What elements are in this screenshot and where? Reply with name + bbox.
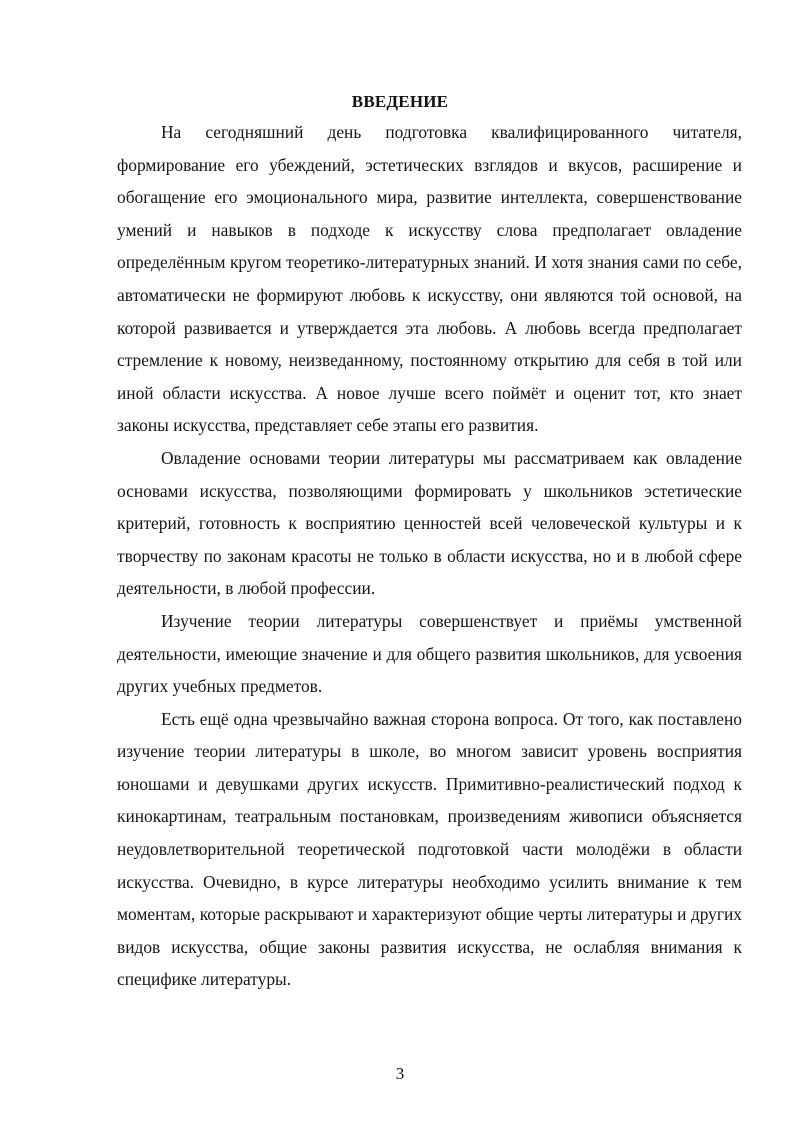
paragraph-4: Есть ещё одна чрезвычайно важная сторона вопроса. От того, как поставлено изучение теории литературы в школе, во многом зависит уровень восприятия юношами и девушками других искусств. Примитивно-реалистический подход к кинокартинам, театральным постановкам, произведениям живописи объясняется неудовлетворительной теоретической подготовкой части молодёжи в области искусства. Очевидно, в курсе литературы необходимо усилить внимание к тем моментам, которые раскрывают и характеризуют общие черты литературы и других видов искусства, общие законы развития искусства, не ослабляя внимания к специфике литературы. bbox=[117, 708, 742, 990]
body-text bbox=[117, 116, 742, 996]
paragraph-2: Овладение основами теории литературы мы рассматриваем как овладение основами искусства, позволяющими формировать у школьников эстетические критерий, готовность к восприятию ценностей всей человеческой культуры и к творчеству по законам красоты не только в области искусства, но и в любой сфере деятельности, в любой профессии. bbox=[117, 447, 742, 599]
page-number: 3 bbox=[395, 1064, 405, 1083]
section-title: ВВЕДЕНИЕ bbox=[351, 92, 449, 111]
paragraph-3: Изучение теории литературы совершенствует и приёмы умственной деятельности, имеющие значение и для общего развития школьников, для усвоения других учебных предметов. bbox=[117, 610, 742, 697]
paragraph-1: На сегодняшний день подготовка квалифицированного читателя, формирование его убеждений, эстетических взглядов и вкусов, расширение и обогащение его эмоционального мира, развитие интеллекта, совершенствование умений и навыков в подходе к искусству слова предполагает овладение определённым кругом теоретико-литературных знаний. И хотя знания сами по себе, автоматически не формируют любовь к искусству, они являются той основой, на которой развивается и утверждается эта любовь. А любовь всегда предполагает стремление к новому, неизведанному, постоянному открытию для себя в той или иной области искусства. А новое лучше всего поймёт и оценит тот, кто знает законы искусства, представляет себе этапы его развития. bbox=[117, 122, 742, 436]
